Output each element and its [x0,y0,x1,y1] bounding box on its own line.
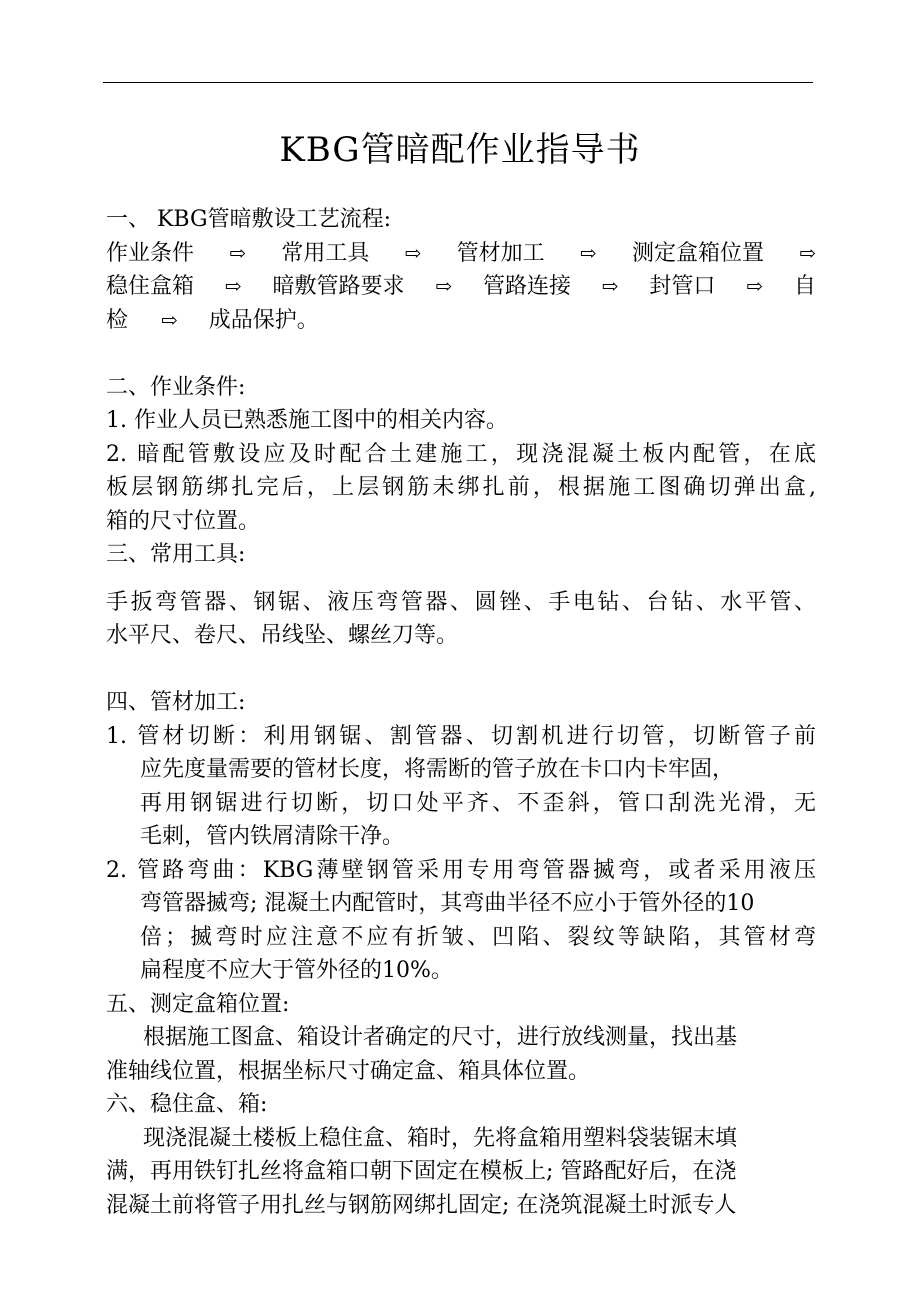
arrow-right-icon: ⇨ [799,240,816,265]
arrow-right-icon: ⇨ [579,240,597,265]
paragraph-line: 水平尺、卷尺、吊线坠、螺丝刀等。 [106,623,459,648]
flow-step: 检 [106,307,129,333]
arrow-right-icon: ⇨ [404,240,422,265]
flow-row-2 [106,270,816,304]
flow-step: 暗敷管路要求 [272,274,405,299]
paragraph-line: 2. 暗配管敷设应及时配合土建施工，现浇混凝土板内配管，在底 [106,441,816,467]
flow-step: 自 [793,274,816,299]
arrow-right-icon: ⇨ [161,307,178,332]
arrow-right-icon: ⇨ [224,274,242,298]
flow-step: 稳住盒箱 [106,274,195,299]
section-6-heading: 六、稳住盒、箱: [106,1092,268,1117]
flow-step: 测定盒箱位置 [631,240,764,266]
list-item-line: 扁程度不应大于管外径的10%。 [140,958,453,983]
paragraph-line: 混凝土前将管子用扎丝与钢筋网绑扎固定; 在浇筑混凝土时派专人 [106,1192,737,1218]
arrow-right-icon: ⇨ [435,274,453,298]
header-rule [103,82,813,83]
flow-step: 封管口 [649,274,716,299]
paragraph-line: 板层钢筋绑扎完后，上层钢筋未绑扎前，根据施工图确切弹出盒, [106,475,816,500]
document-body [106,203,816,1222]
flow-step: 管路连接 [482,274,571,299]
list-item-line: 再用钢锯进行切断，切口处平齐、不歪斜，管口刮洗光滑，无 [140,790,816,816]
section-2-heading: 二、作业条件: [106,374,246,400]
arrow-right-icon: ⇨ [746,274,764,298]
flow-step: 作业条件 [106,240,195,266]
paragraph-line: 手扳弯管器、钢锯、液压弯管器、圆锉、手电钻、台钻、水平管、 [106,589,816,615]
section-1-heading: 一、 KBG管暗敷设工艺流程: [106,207,391,232]
arrow-right-icon: ⇨ [229,240,247,265]
list-item-line: 1. 管材切断：利用钢锯、割管器、切割机进行切管，切断管子前 [106,723,816,749]
paragraph-line: 根据施工图盒、箱设计者确定的尺寸，进行放线测量，找出基 [143,1025,738,1050]
list-item-line: 应先度量需要的管材长度，将需断的管子放在卡口内卡牢固， [140,757,735,782]
section-4-heading: 四、管材加工: [106,690,246,715]
flow-step: 常用工具 [281,240,370,266]
page-title: KBG管暗配作业指导书 [279,130,641,170]
paragraph-line: 1. 作业人员已熟悉施工图中的相关内容。 [106,408,508,433]
flow-row-1 [106,237,816,271]
list-item-line: 2. 管路弯曲：KBG薄壁钢管采用专用弯管器揻弯，或者采用液压 [106,857,816,883]
section-5-heading: 五、测定盒箱位置: [106,991,290,1017]
paragraph-line: 满，再用铁钉扎丝将盒箱口朝下固定在模板上; 管路配好后，在浇 [106,1159,737,1184]
paragraph-line: 箱的尺寸位置。 [106,508,261,534]
paragraph-line: 准轴线位置，根据坐标尺寸确定盒、箱具体位置。 [106,1058,591,1084]
list-item-line: 弯管器揻弯; 混凝土内配管时，其弯曲半径不应小于管外径的10 [140,891,755,916]
flow-step: 管材加工 [456,240,545,266]
arrow-right-icon: ⇨ [601,274,619,298]
section-3-heading: 三、常用工具: [106,542,246,567]
paragraph-line: 现浇混凝土楼板上稳住盒、箱时，先将盒箱用塑料袋装锯末填 [143,1125,738,1151]
list-item-line: 倍；揻弯时应注意不应有折皱、凹陷、裂纹等缺陷，其管材弯 [140,924,816,950]
list-item-line: 毛刺，管内铁屑清除干净。 [140,824,405,849]
flow-row-3 [106,304,816,338]
flow-step: 成品保护。 [208,307,319,333]
